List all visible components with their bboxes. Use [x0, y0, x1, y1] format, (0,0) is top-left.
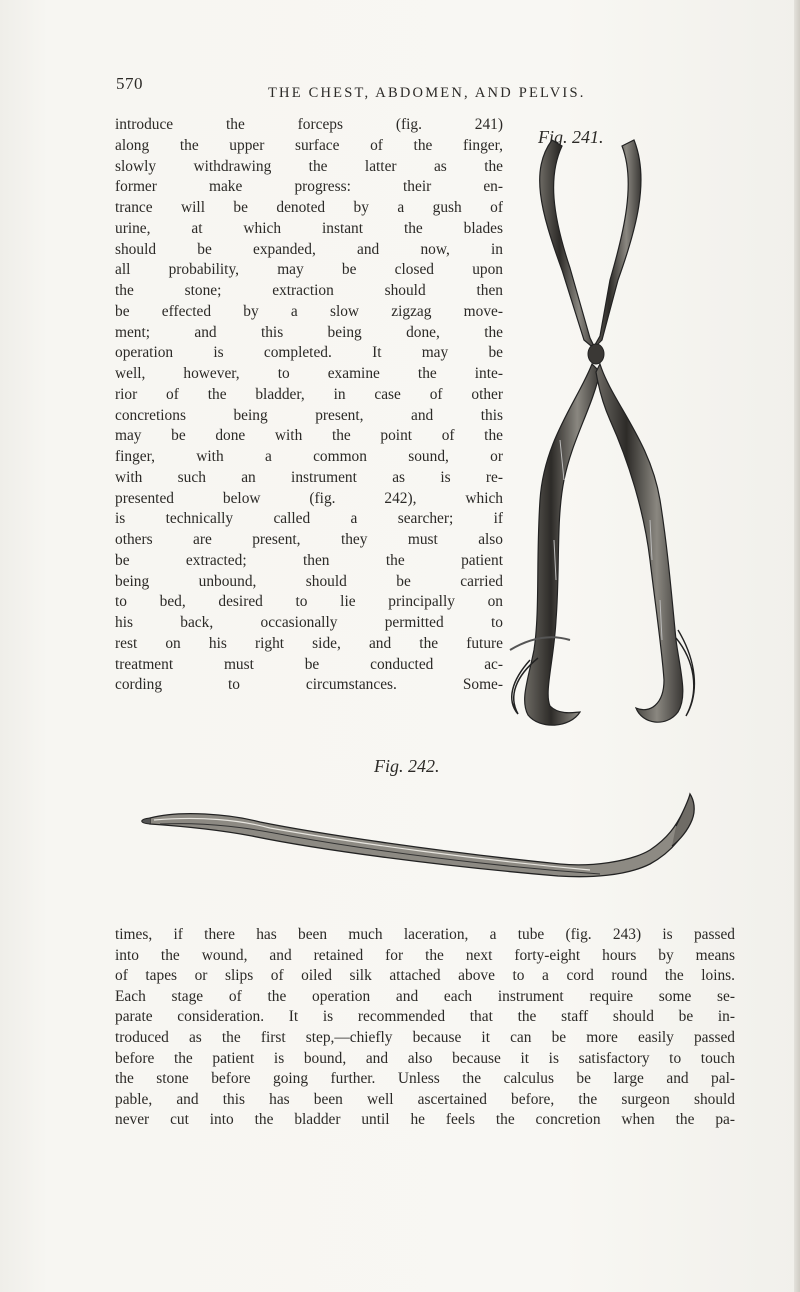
text-line: pable, and this has been well ascertained before, the surgeon should	[115, 1090, 735, 1108]
text-line: all probability, may be closed upon	[115, 261, 503, 279]
text-line: with such an instrument as is re-	[115, 468, 503, 486]
text-line: rior of the bladder, in case of other	[115, 385, 503, 403]
running-title: THE CHEST, ABDOMEN, AND PELVIS.	[268, 85, 586, 101]
text-line: Each stage of the operation and each instrument require some se-	[115, 987, 735, 1005]
text-line: former make progress: their en-	[115, 178, 503, 196]
page-number: 570	[116, 74, 143, 93]
column-paragraph	[115, 115, 503, 696]
text-line: others are present, they must also	[115, 531, 503, 548]
page-edge	[794, 0, 800, 1292]
text-line: being unbound, should be carried	[115, 572, 503, 590]
text-line: before the patient is bound, and also because it is satisfactory to touch	[115, 1049, 735, 1067]
text-line: rest on his right side, and the future	[115, 634, 503, 652]
text-line: times, if there has been much laceration, a tube (fig. 243) is passed	[115, 926, 735, 943]
text-line: treatment must be conducted ac-	[115, 655, 503, 673]
text-line: into the wound, and retained for the next forty-eight hours by means	[115, 946, 735, 964]
text-line: may be done with the point of the	[115, 427, 503, 445]
text-line: troduced as the first step,—chiefly because it can be more easily passed	[115, 1028, 735, 1046]
text-line: his back, occasionally permitted to	[115, 614, 503, 631]
text-line: finger, with a common sound, or	[115, 448, 503, 465]
text-line: well, however, to examine the inte-	[115, 365, 503, 382]
text-line: is technically called a searcher; if	[115, 510, 503, 528]
text-line: of tapes or slips of oiled silk attached above to a cord round the loins.	[115, 967, 735, 985]
text-line: slowly withdrawing the latter as the	[115, 157, 503, 175]
text-line: cording to circumstances. Some-	[115, 676, 503, 694]
text-line: ment; and this being done, the	[115, 323, 503, 341]
text-line: trance will be denoted by a gush of	[115, 199, 503, 216]
text-line: parate consideration. It is recommended that the staff should be in-	[115, 1008, 735, 1026]
text-line: concretions being present, and this	[115, 406, 503, 424]
text-line: be effected by a slow zigzag move-	[115, 302, 503, 320]
searcher-illustration	[120, 790, 700, 880]
text-line: never cut into the bladder until he feels the concretion when the pa-	[115, 1111, 735, 1129]
text-line: along the upper surface of the finger,	[115, 136, 503, 154]
text-line: presented below (fig. 242), which	[115, 489, 503, 507]
figure-242-caption: Fig. 242.	[374, 756, 440, 776]
text-line: to bed, desired to lie principally on	[115, 593, 503, 611]
text-line: be extracted; then the patient	[115, 551, 503, 569]
text-line: the stone before going further. Unless the calculus be large and pal-	[115, 1070, 735, 1088]
text-line: should be expanded, and now, in	[115, 240, 503, 258]
text-line: urine, at which instant the blades	[115, 219, 503, 237]
text-line: the stone; extraction should then	[115, 282, 503, 299]
text-line: introduce the forceps (fig. 241)	[115, 116, 503, 133]
text-line: operation is completed. It may be	[115, 344, 503, 362]
figure-241-caption: Fig. 241.	[538, 127, 604, 147]
forceps-illustration	[500, 140, 720, 730]
body-paragraph	[115, 925, 735, 1131]
